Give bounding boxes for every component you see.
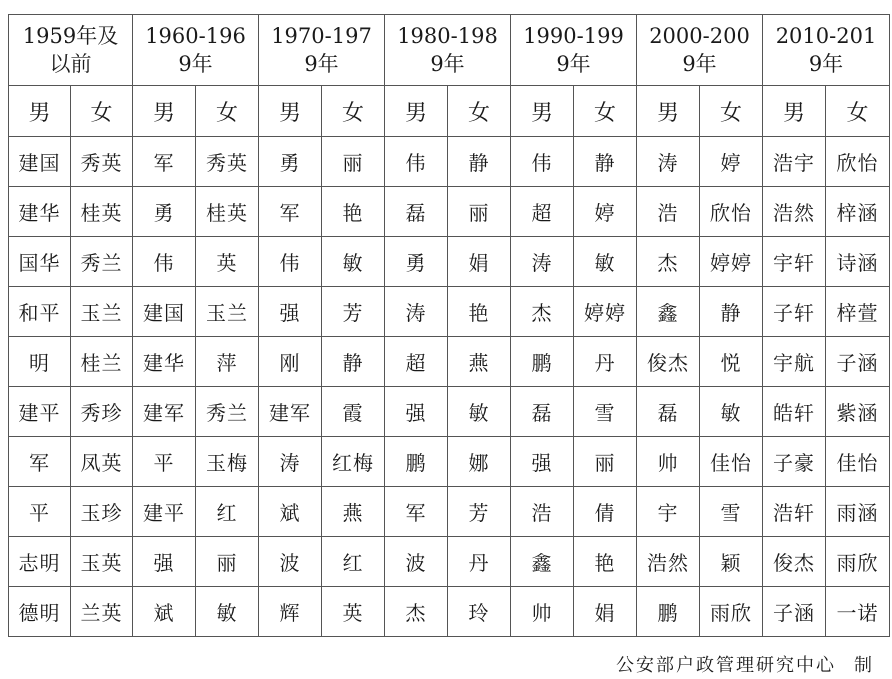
- female-name-cell: 敏: [448, 387, 511, 437]
- male-name-cell: 建华: [9, 187, 71, 237]
- male-name-cell: 浩: [511, 487, 574, 537]
- female-name-cell: 静: [574, 137, 637, 187]
- male-name-cell: 伟: [511, 137, 574, 187]
- female-name-cell: 丽: [322, 137, 385, 187]
- male-name-cell: 浩然: [637, 537, 700, 587]
- period-label: 1990-1999年: [523, 24, 624, 76]
- female-name-cell: 婷婷: [574, 287, 637, 337]
- period-header: [637, 15, 763, 86]
- table-row: [9, 587, 890, 637]
- male-name-cell: 涛: [637, 137, 700, 187]
- male-header: 男: [9, 86, 71, 137]
- male-name-cell: 明: [9, 337, 71, 387]
- male-header: 男: [763, 86, 826, 137]
- male-name-cell: 鑫: [637, 287, 700, 337]
- female-name-cell: 娜: [448, 437, 511, 487]
- female-name-cell: 敏: [574, 237, 637, 287]
- female-name-cell: 婷: [574, 187, 637, 237]
- female-name-cell: 欣怡: [700, 187, 763, 237]
- period-header: [9, 15, 133, 86]
- female-name-cell: 倩: [574, 487, 637, 537]
- male-name-cell: 平: [9, 487, 71, 537]
- male-name-cell: 德明: [9, 587, 71, 637]
- female-name-cell: 梓萱: [826, 287, 890, 337]
- female-name-cell: 佳怡: [826, 437, 890, 487]
- female-name-cell: 芳: [448, 487, 511, 537]
- male-name-cell: 辉: [259, 587, 322, 637]
- female-name-cell: 雨涵: [826, 487, 890, 537]
- period-label: 1960-1969年: [145, 24, 246, 76]
- female-name-cell: 一诺: [826, 587, 890, 637]
- male-header: 男: [259, 86, 322, 137]
- male-header: 男: [511, 86, 574, 137]
- male-header: 男: [385, 86, 448, 137]
- period-header: [259, 15, 385, 86]
- female-name-cell: 丽: [448, 187, 511, 237]
- period-label: 1970-1979年: [271, 24, 372, 76]
- male-name-cell: 建军: [133, 387, 196, 437]
- female-name-cell: 玉兰: [196, 287, 259, 337]
- male-name-cell: 宇轩: [763, 237, 826, 287]
- male-name-cell: 斌: [259, 487, 322, 537]
- table-row: [9, 387, 890, 437]
- female-name-cell: 丽: [196, 537, 259, 587]
- female-name-cell: 秀珍: [71, 387, 133, 437]
- female-header: 女: [448, 86, 511, 137]
- female-name-cell: 艳: [448, 287, 511, 337]
- male-name-cell: 勇: [385, 237, 448, 287]
- male-name-cell: 皓轩: [763, 387, 826, 437]
- female-name-cell: 娟: [448, 237, 511, 287]
- male-name-cell: 子轩: [763, 287, 826, 337]
- male-name-cell: 刚: [259, 337, 322, 387]
- names-table-body: [9, 137, 890, 637]
- male-name-cell: 强: [133, 537, 196, 587]
- male-name-cell: 和平: [9, 287, 71, 337]
- male-name-cell: 子豪: [763, 437, 826, 487]
- female-name-cell: 静: [700, 287, 763, 337]
- male-name-cell: 浩然: [763, 187, 826, 237]
- female-name-cell: 芳: [322, 287, 385, 337]
- female-name-cell: 玲: [448, 587, 511, 637]
- male-name-cell: 强: [511, 437, 574, 487]
- female-name-cell: 桂英: [71, 187, 133, 237]
- female-name-cell: 萍: [196, 337, 259, 387]
- male-name-cell: 建华: [133, 337, 196, 387]
- female-name-cell: 桂英: [196, 187, 259, 237]
- male-name-cell: 伟: [259, 237, 322, 287]
- male-name-cell: 军: [385, 487, 448, 537]
- male-name-cell: 建平: [9, 387, 71, 437]
- female-name-cell: 桂兰: [71, 337, 133, 387]
- table-row: [9, 287, 890, 337]
- table-header: [9, 15, 890, 137]
- female-name-cell: 玉英: [71, 537, 133, 587]
- male-name-cell: 子涵: [763, 587, 826, 637]
- female-header: 女: [71, 86, 133, 137]
- female-name-cell: 娟: [574, 587, 637, 637]
- period-header: [511, 15, 637, 86]
- male-name-cell: 建国: [133, 287, 196, 337]
- male-name-cell: 波: [385, 537, 448, 587]
- male-name-cell: 磊: [511, 387, 574, 437]
- male-name-cell: 鹏: [385, 437, 448, 487]
- female-name-cell: 雪: [574, 387, 637, 437]
- female-name-cell: 霞: [322, 387, 385, 437]
- male-name-cell: 斌: [133, 587, 196, 637]
- table-row: [9, 537, 890, 587]
- male-name-cell: 浩宇: [763, 137, 826, 187]
- male-name-cell: 建军: [259, 387, 322, 437]
- footer-credit: [616, 651, 874, 677]
- male-name-cell: 鑫: [511, 537, 574, 587]
- female-name-cell: 兰英: [71, 587, 133, 637]
- male-name-cell: 帅: [511, 587, 574, 637]
- male-name-cell: 伟: [133, 237, 196, 287]
- footer-suffix: 制: [854, 655, 874, 676]
- female-name-cell: 佳怡: [700, 437, 763, 487]
- female-name-cell: 丽: [574, 437, 637, 487]
- male-name-cell: 宇航: [763, 337, 826, 387]
- female-header: 女: [196, 86, 259, 137]
- male-name-cell: 军: [133, 137, 196, 187]
- footer-org: 公安部户政管理研究中心: [616, 655, 836, 676]
- female-name-cell: 丹: [448, 537, 511, 587]
- female-name-cell: 静: [448, 137, 511, 187]
- female-name-cell: 敏: [196, 587, 259, 637]
- female-header: 女: [826, 86, 890, 137]
- female-name-cell: 燕: [448, 337, 511, 387]
- female-name-cell: 红: [196, 487, 259, 537]
- male-name-cell: 宇: [637, 487, 700, 537]
- male-header: 男: [133, 86, 196, 137]
- period-label: 2000-2009年: [649, 24, 750, 76]
- male-name-cell: 杰: [637, 237, 700, 287]
- male-name-cell: 国华: [9, 237, 71, 287]
- female-name-cell: 颖: [700, 537, 763, 587]
- male-name-cell: 军: [9, 437, 71, 487]
- female-name-cell: 秀兰: [71, 237, 133, 287]
- male-name-cell: 波: [259, 537, 322, 587]
- male-name-cell: 超: [511, 187, 574, 237]
- table-row: [9, 487, 890, 537]
- female-name-cell: 秀英: [196, 137, 259, 187]
- male-name-cell: 俊杰: [763, 537, 826, 587]
- female-name-cell: 燕: [322, 487, 385, 537]
- female-name-cell: 艳: [574, 537, 637, 587]
- male-name-cell: 涛: [259, 437, 322, 487]
- female-name-cell: 艳: [322, 187, 385, 237]
- male-name-cell: 涛: [511, 237, 574, 287]
- male-name-cell: 超: [385, 337, 448, 387]
- male-name-cell: 强: [385, 387, 448, 437]
- period-label: 1959年及以前: [22, 24, 119, 76]
- period-label: 2010-2019年: [775, 24, 877, 76]
- table-row: [9, 137, 890, 187]
- male-name-cell: 伟: [385, 137, 448, 187]
- period-header-row: [9, 15, 890, 86]
- female-name-cell: 红: [322, 537, 385, 587]
- female-name-cell: 敏: [322, 237, 385, 287]
- female-name-cell: 悦: [700, 337, 763, 387]
- male-name-cell: 勇: [259, 137, 322, 187]
- female-name-cell: 欣怡: [826, 137, 890, 187]
- female-name-cell: 诗涵: [826, 237, 890, 287]
- female-name-cell: 婷婷: [700, 237, 763, 287]
- period-header: [763, 15, 890, 86]
- female-name-cell: 红梅: [322, 437, 385, 487]
- female-name-cell: 梓涵: [826, 187, 890, 237]
- male-name-cell: 帅: [637, 437, 700, 487]
- female-name-cell: 凤英: [71, 437, 133, 487]
- male-name-cell: 志明: [9, 537, 71, 587]
- female-name-cell: 丹: [574, 337, 637, 387]
- male-name-cell: 建平: [133, 487, 196, 537]
- male-name-cell: 勇: [133, 187, 196, 237]
- female-name-cell: 秀兰: [196, 387, 259, 437]
- male-name-cell: 鹏: [637, 587, 700, 637]
- table-row: [9, 437, 890, 487]
- table-row: [9, 237, 890, 287]
- female-name-cell: 敏: [700, 387, 763, 437]
- female-header: 女: [574, 86, 637, 137]
- gender-header-row: [9, 86, 890, 137]
- period-header: [133, 15, 259, 86]
- male-name-cell: 强: [259, 287, 322, 337]
- popular-names-table: [8, 14, 890, 637]
- female-name-cell: 玉梅: [196, 437, 259, 487]
- male-name-cell: 杰: [511, 287, 574, 337]
- male-name-cell: 平: [133, 437, 196, 487]
- female-header: 女: [700, 86, 763, 137]
- female-name-cell: 玉兰: [71, 287, 133, 337]
- table-row: [9, 187, 890, 237]
- female-name-cell: 雨欣: [826, 537, 890, 587]
- female-header: 女: [322, 86, 385, 137]
- male-name-cell: 涛: [385, 287, 448, 337]
- male-name-cell: 磊: [385, 187, 448, 237]
- female-name-cell: 玉珍: [71, 487, 133, 537]
- male-name-cell: 浩轩: [763, 487, 826, 537]
- male-name-cell: 磊: [637, 387, 700, 437]
- period-header: [385, 15, 511, 86]
- female-name-cell: 英: [196, 237, 259, 287]
- female-name-cell: 雨欣: [700, 587, 763, 637]
- male-name-cell: 浩: [637, 187, 700, 237]
- male-name-cell: 俊杰: [637, 337, 700, 387]
- male-name-cell: 鹏: [511, 337, 574, 387]
- male-header: 男: [637, 86, 700, 137]
- female-name-cell: 紫涵: [826, 387, 890, 437]
- female-name-cell: 雪: [700, 487, 763, 537]
- female-name-cell: 婷: [700, 137, 763, 187]
- female-name-cell: 英: [322, 587, 385, 637]
- table-row: [9, 337, 890, 387]
- male-name-cell: 建国: [9, 137, 71, 187]
- female-name-cell: 静: [322, 337, 385, 387]
- period-label: 1980-1989年: [397, 24, 498, 76]
- male-name-cell: 杰: [385, 587, 448, 637]
- male-name-cell: 军: [259, 187, 322, 237]
- female-name-cell: 子涵: [826, 337, 890, 387]
- female-name-cell: 秀英: [71, 137, 133, 187]
